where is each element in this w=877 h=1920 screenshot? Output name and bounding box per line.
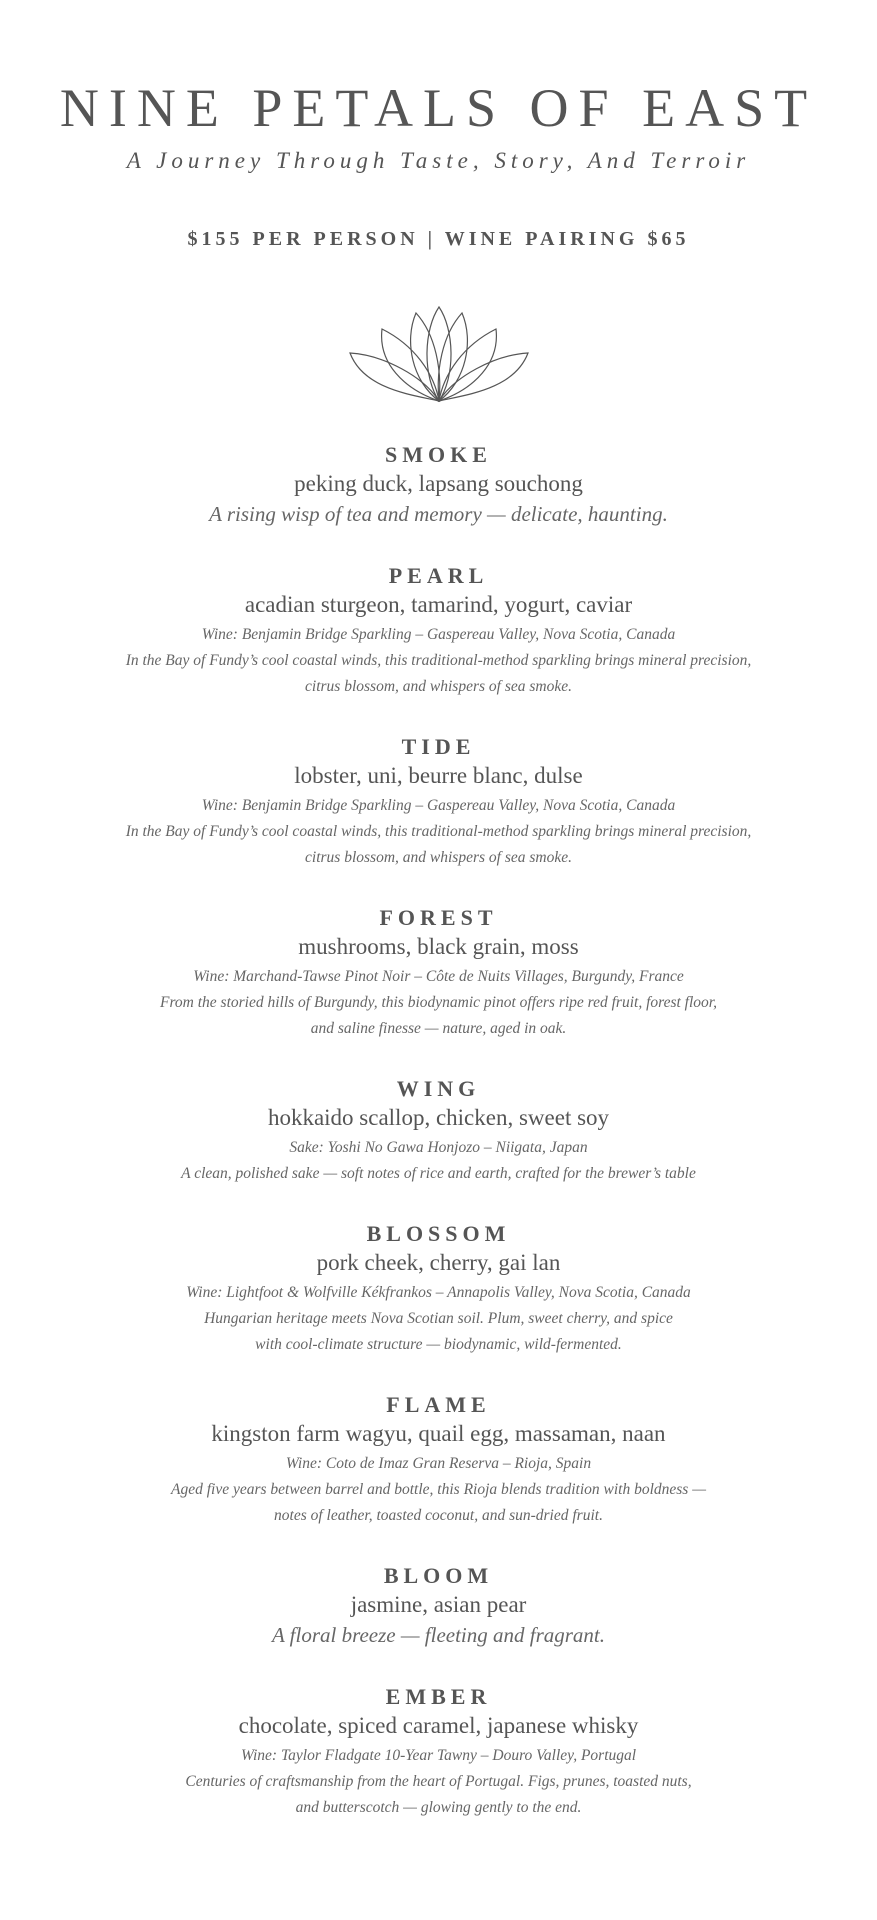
course-note-line: notes of leather, toasted coconut, and sun-dried fruit. bbox=[274, 1507, 603, 1524]
course-name: PEARL bbox=[388, 563, 489, 588]
course-pairing: Wine: Lightfoot & Wolfville Kékfrankos – Annapolis Valley, Nova Scotia, Canada bbox=[186, 1284, 691, 1301]
course-wing bbox=[0, 1075, 877, 1187]
course-tide bbox=[0, 733, 877, 871]
course-pearl bbox=[0, 562, 877, 700]
course-flame bbox=[0, 1391, 877, 1529]
course-name: TIDE bbox=[401, 734, 476, 759]
course-list bbox=[0, 441, 877, 1821]
course-bloom bbox=[0, 1562, 877, 1650]
course-note-line: Centuries of craftsmanship from the heart of Portugal. Figs, prunes, toasted nuts, bbox=[185, 1773, 692, 1790]
course-name: FOREST bbox=[379, 905, 498, 930]
course-note-line: and butterscotch — glowing gently to the end. bbox=[295, 1799, 582, 1816]
course-name: BLOSSOM bbox=[366, 1221, 511, 1246]
course-ember bbox=[0, 1683, 877, 1821]
course-dish: pork cheek, cherry, gai lan bbox=[316, 1250, 561, 1275]
course-name: FLAME bbox=[386, 1392, 491, 1417]
menu-title: NINE PETALS OF EAST bbox=[59, 78, 818, 138]
course-name: EMBER bbox=[385, 1684, 492, 1709]
course-dish: acadian sturgeon, tamarind, yogurt, caviar bbox=[244, 592, 633, 617]
course-name: BLOOM bbox=[383, 1563, 494, 1588]
course-dish: peking duck, lapsang souchong bbox=[294, 471, 583, 496]
course-dish: jasmine, asian pear bbox=[350, 1592, 527, 1617]
course-tagline: A rising wisp of tea and memory — delicate, haunting. bbox=[209, 502, 668, 526]
menu-subtitle: A Journey Through Taste, Story, And Terroir bbox=[126, 148, 751, 173]
course-note-line: citrus blossom, and whispers of sea smoke. bbox=[305, 678, 572, 695]
course-dish: mushrooms, black grain, moss bbox=[298, 934, 579, 959]
price-line: $155 PER PERSON | WINE PAIRING $65 bbox=[187, 228, 690, 250]
course-note-line: From the storied hills of Burgundy, this biodynamic pinot offers ripe red fruit, forest floor, bbox=[160, 994, 717, 1011]
course-smoke bbox=[0, 441, 877, 529]
course-dish: kingston farm wagyu, quail egg, massaman, naan bbox=[211, 1421, 666, 1446]
course-note-line: In the Bay of Fundy’s cool coastal winds, this traditional-method sparkling brings mineral precision, bbox=[125, 652, 752, 669]
course-dish: lobster, uni, beurre blanc, dulse bbox=[294, 763, 583, 788]
course-forest bbox=[0, 904, 877, 1042]
lotus-icon bbox=[344, 305, 534, 405]
course-note-line: citrus blossom, and whispers of sea smoke. bbox=[305, 849, 572, 866]
course-note-line: Hungarian heritage meets Nova Scotian soil. Plum, sweet cherry, and spice bbox=[204, 1310, 673, 1327]
course-dish: chocolate, spiced caramel, japanese whisky bbox=[238, 1713, 639, 1738]
course-blossom bbox=[0, 1220, 877, 1358]
course-tagline: A floral breeze — fleeting and fragrant. bbox=[271, 1623, 606, 1647]
course-dish: hokkaido scallop, chicken, sweet soy bbox=[267, 1105, 610, 1130]
course-note-line: Aged five years between barrel and bottle, this Rioja blends tradition with boldness — bbox=[171, 1481, 706, 1498]
course-pairing: Sake: Yoshi No Gawa Honjozo – Niigata, Japan bbox=[289, 1139, 588, 1156]
course-pairing: Wine: Taylor Fladgate 10-Year Tawny – Douro Valley, Portugal bbox=[240, 1747, 637, 1764]
course-pairing: Wine: Coto de Imaz Gran Reserva – Rioja, Spain bbox=[285, 1455, 592, 1472]
course-note-line: A clean, polished sake — soft notes of rice and earth, crafted for the brewer’s table bbox=[181, 1165, 696, 1182]
course-pairing: Wine: Benjamin Bridge Sparkling – Gaspereau Valley, Nova Scotia, Canada bbox=[201, 626, 676, 643]
course-name: SMOKE bbox=[385, 442, 492, 467]
course-pairing: Wine: Marchand-Tawse Pinot Noir – Côte de Nuits Villages, Burgundy, France bbox=[193, 968, 684, 985]
course-name: WING bbox=[396, 1076, 481, 1101]
course-note-line: In the Bay of Fundy’s cool coastal winds, this traditional-method sparkling brings mineral precision, bbox=[125, 823, 752, 840]
course-pairing: Wine: Benjamin Bridge Sparkling – Gaspereau Valley, Nova Scotia, Canada bbox=[201, 797, 676, 814]
course-note-line: with cool-climate structure — biodynamic, wild-fermented. bbox=[255, 1336, 622, 1353]
course-note-line: and saline finesse — nature, aged in oak. bbox=[310, 1020, 567, 1037]
